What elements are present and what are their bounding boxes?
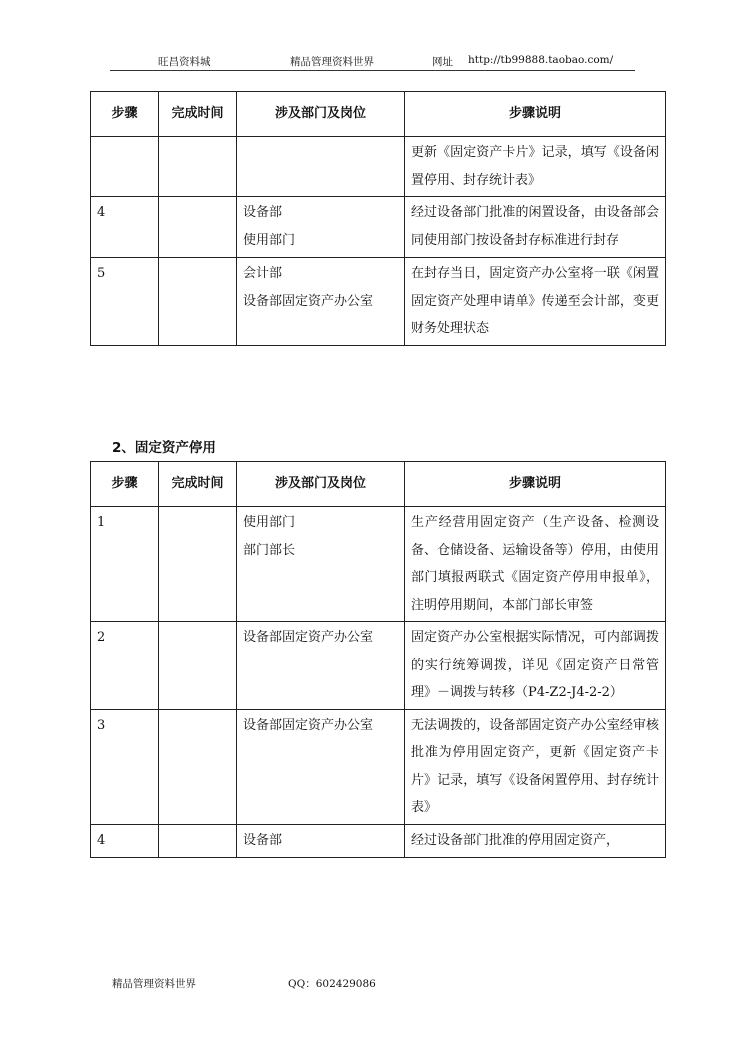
cell-dept: [237, 824, 405, 857]
col-header-desc: 步骤说明: [405, 92, 666, 137]
cell-step: 3: [91, 709, 159, 824]
footer-qq: QQ：602429086: [288, 978, 376, 990]
dept-line: 设备部固定资产办公室: [243, 294, 374, 309]
cell-time: [159, 824, 237, 857]
cell-time: [159, 258, 237, 346]
table-header-row: [91, 92, 666, 137]
col-header-desc: 步骤说明: [405, 462, 666, 507]
header-url-link[interactable]: http://tb99888.taobao.com/: [468, 54, 614, 66]
cell-desc: 在封存当日，固定资产办公室将一联《闲置固定资产处理申请单》传递至会计部，变更财务处理状态: [405, 258, 666, 346]
footer-site: 精品管理资料世界: [112, 978, 196, 990]
dept-line: 部门部长: [243, 543, 296, 558]
section-title: 2、固定资产停用: [112, 440, 216, 456]
table-idle-sealing: [90, 91, 666, 346]
cell-step: 5: [91, 258, 159, 346]
table-row: [91, 709, 666, 824]
cell-time: [159, 622, 237, 710]
dept-line: 设备部固定资产办公室: [243, 630, 374, 645]
table-header-row: [91, 462, 666, 507]
cell-dept: [237, 197, 405, 258]
dept-line: 设备部: [243, 832, 283, 848]
table-asset-suspension: [90, 461, 666, 858]
header-site2: 精品管理资料世界: [290, 56, 374, 68]
page-footer: [112, 976, 512, 992]
cell-step: 4: [91, 824, 159, 857]
table-row: [91, 622, 666, 710]
table-row: [91, 137, 666, 197]
cell-desc: 固定资产办公室根据实际情况，可内部调拨的实行统筹调拨，详见《固定资产日常管理》－调拨与转移（P4-Z2-J4-2-2）: [405, 622, 666, 710]
cell-desc: 经过设备部门批准的停用固定资产，: [405, 824, 666, 857]
cell-time: [159, 507, 237, 622]
col-header-step: 步骤: [91, 92, 159, 137]
table-row: [91, 824, 666, 857]
cell-desc: 无法调拨的，设备部固定资产办公室经审核批准为停用固定资产，更新《固定资产卡片》记录，填写《设备闲置停用、封存统计表》: [405, 709, 666, 824]
cell-step: 1: [91, 507, 159, 622]
cell-desc: 生产经营用固定资产（生产设备、检测设备、仓储设备、运输设备等）停用，由使用部门填报两联式《固定资产停用申报单》，注明停用期间，本部门部长审签: [405, 507, 666, 622]
cell-dept: [237, 507, 405, 622]
table-row: [91, 197, 666, 258]
table-row: [91, 258, 666, 346]
table-row: [91, 507, 666, 622]
dept-line: 使用部门: [243, 515, 296, 530]
col-header-dept: 涉及部门及岗位: [237, 462, 405, 507]
cell-dept: [237, 137, 405, 197]
page-header: [110, 52, 635, 71]
dept-line: 设备部: [243, 205, 283, 220]
cell-dept: [237, 622, 405, 710]
col-header-step: 步骤: [91, 462, 159, 507]
cell-desc: 更新《固定资产卡片》记录，填写《设备闲置停用、封存统计表》: [405, 137, 666, 197]
dept-line: 设备部固定资产办公室: [243, 717, 374, 733]
col-header-time: 完成时间: [159, 462, 237, 507]
cell-time: [159, 197, 237, 258]
cell-desc: 经过设备部门批准的闲置设备，由设备部会同使用部门按设备封存标准进行封存: [405, 197, 666, 258]
dept-line: 会计部: [243, 266, 283, 281]
cell-dept: [237, 709, 405, 824]
col-header-time: 完成时间: [159, 92, 237, 137]
header-site1: 旺昌资料城: [158, 56, 211, 68]
cell-dept: [237, 258, 405, 346]
dept-line: 使用部门: [243, 233, 296, 248]
header-url-label: 网址: [432, 56, 453, 68]
cell-step: 2: [91, 622, 159, 710]
cell-step: [91, 137, 159, 197]
cell-time: [159, 709, 237, 824]
cell-step: 4: [91, 197, 159, 258]
cell-time: [159, 137, 237, 197]
col-header-dept: 涉及部门及岗位: [237, 92, 405, 137]
